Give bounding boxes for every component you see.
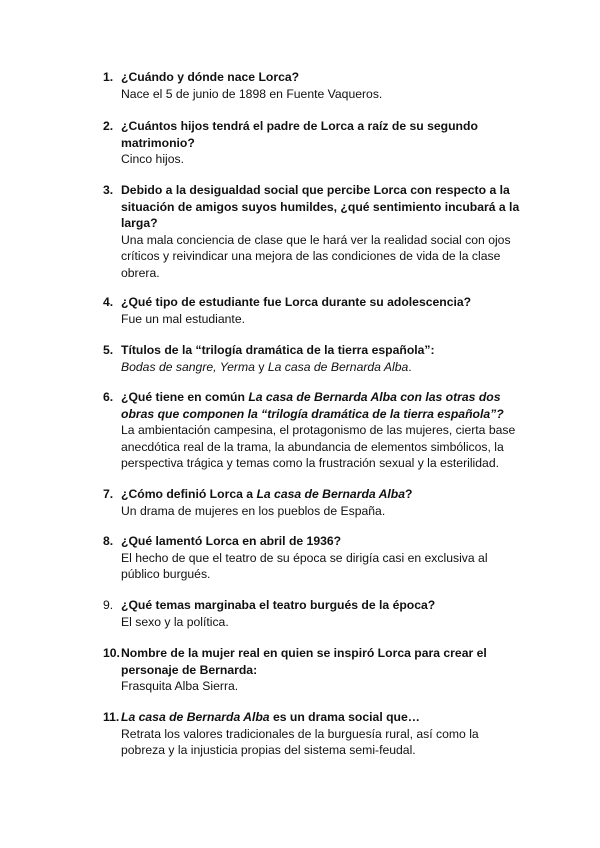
question-item-7 (103, 486, 523, 519)
work-title: Bodas de sangre, Yerma (121, 359, 255, 374)
question-text: Títulos de la “trilogía dramática de la tierra española”: (121, 343, 435, 357)
question-item-5 (103, 342, 523, 375)
question-item-6 (103, 389, 523, 472)
question-text: Nombre de la mujer real en quien se inspiró Lorca para crear el personaje de Bernarda: (121, 646, 487, 677)
work-title: La casa de Bernarda Alba (256, 487, 406, 501)
answer-period: . (408, 359, 412, 374)
question-item-9 (103, 597, 523, 630)
question-number: 9. (103, 598, 114, 612)
question-lead: ¿Qué tiene en común (121, 390, 249, 404)
question-text (121, 709, 523, 726)
question-number: 3. (103, 183, 114, 197)
answer-text: Retrata los valores tradicionales de la burguesía rural, así como la pobreza y la injusticia propias del sistema semi-feudal. (121, 726, 479, 757)
question-text: ¿Qué temas marginaba el teatro burgués de la época? (121, 598, 436, 612)
answer-text: Nace el 5 de junio de 1898 en Fuente Vaqueros. (121, 86, 383, 101)
question-item-8 (103, 533, 523, 583)
answer-text: Frasquita Alba Sierra. (121, 679, 239, 693)
question-item-2 (103, 118, 523, 168)
answer-text: El sexo y la política. (121, 614, 229, 629)
question-item-3 (103, 182, 523, 281)
question-end: ? (405, 487, 413, 501)
answer-connector: y (254, 359, 268, 374)
question-number: 7. (103, 487, 114, 501)
answer-text: El hecho de que el teatro de su época se dirigía casi en exclusiva al público burgués. (121, 550, 488, 581)
question-number: 6. (103, 390, 114, 404)
answer-text: Fue un mal estudiante. (121, 311, 245, 326)
question-number: 11. (103, 710, 120, 724)
question-text (121, 486, 523, 503)
question-number: 4. (103, 295, 114, 309)
question-lead: ¿Cómo definió Lorca a (121, 487, 257, 501)
question-text: ¿Cuándo y dónde nace Lorca? (121, 70, 300, 84)
question-text: ¿Qué lamentó Lorca en abril de 1936? (121, 534, 342, 548)
question-number: 10. (103, 646, 120, 660)
question-number: 2. (103, 119, 114, 133)
question-text: ¿Qué tipo de estudiante fue Lorca durante su adolescencia? (121, 295, 472, 309)
question-number: 8. (103, 534, 114, 548)
question-number: 5. (103, 343, 114, 357)
work-title: La casa de Bernarda Alba (267, 359, 409, 374)
answer-text: Un drama de mujeres en los pueblos de España. (121, 503, 386, 518)
question-rest: es un drama social que… (269, 710, 420, 724)
question-text (121, 389, 521, 422)
question-item-1 (103, 69, 523, 102)
question-text: Debido a la desigualdad social que percibe Lorca con respecto a la situación de amigos suyos humildes, ¿qué sentimiento incubará a la larga? (121, 183, 520, 230)
question-italic: La casa de Bernarda Alba con las otras dos obras que componen la “trilogía dramática de la tierra española”? (121, 390, 504, 421)
question-text: ¿Cuántos hijos tendrá el padre de Lorca a raíz de su segundo matrimonio? (121, 119, 478, 150)
question-item-10 (103, 645, 523, 695)
answer-text: La ambientación campesina, el protagonismo de las mujeres, cierta base anecdótica real de la trama, la abundancia de elementos simbólicos, la perspectiva trágica y temas como la frustración sexual y la esterilidad. (121, 423, 516, 470)
answer-text: Una mala conciencia de clase que le hará ver la realidad social con ojos críticos y reivindicar una mejora de las condiciones de vida de la clase obrera. (121, 232, 511, 280)
question-number: 1. (103, 70, 114, 84)
question-item-4 (103, 294, 523, 327)
answer-text (121, 359, 523, 376)
question-item-11 (103, 709, 523, 759)
work-title: La casa de Bernarda Alba (121, 710, 270, 724)
answer-text: Cinco hijos. (121, 152, 184, 166)
